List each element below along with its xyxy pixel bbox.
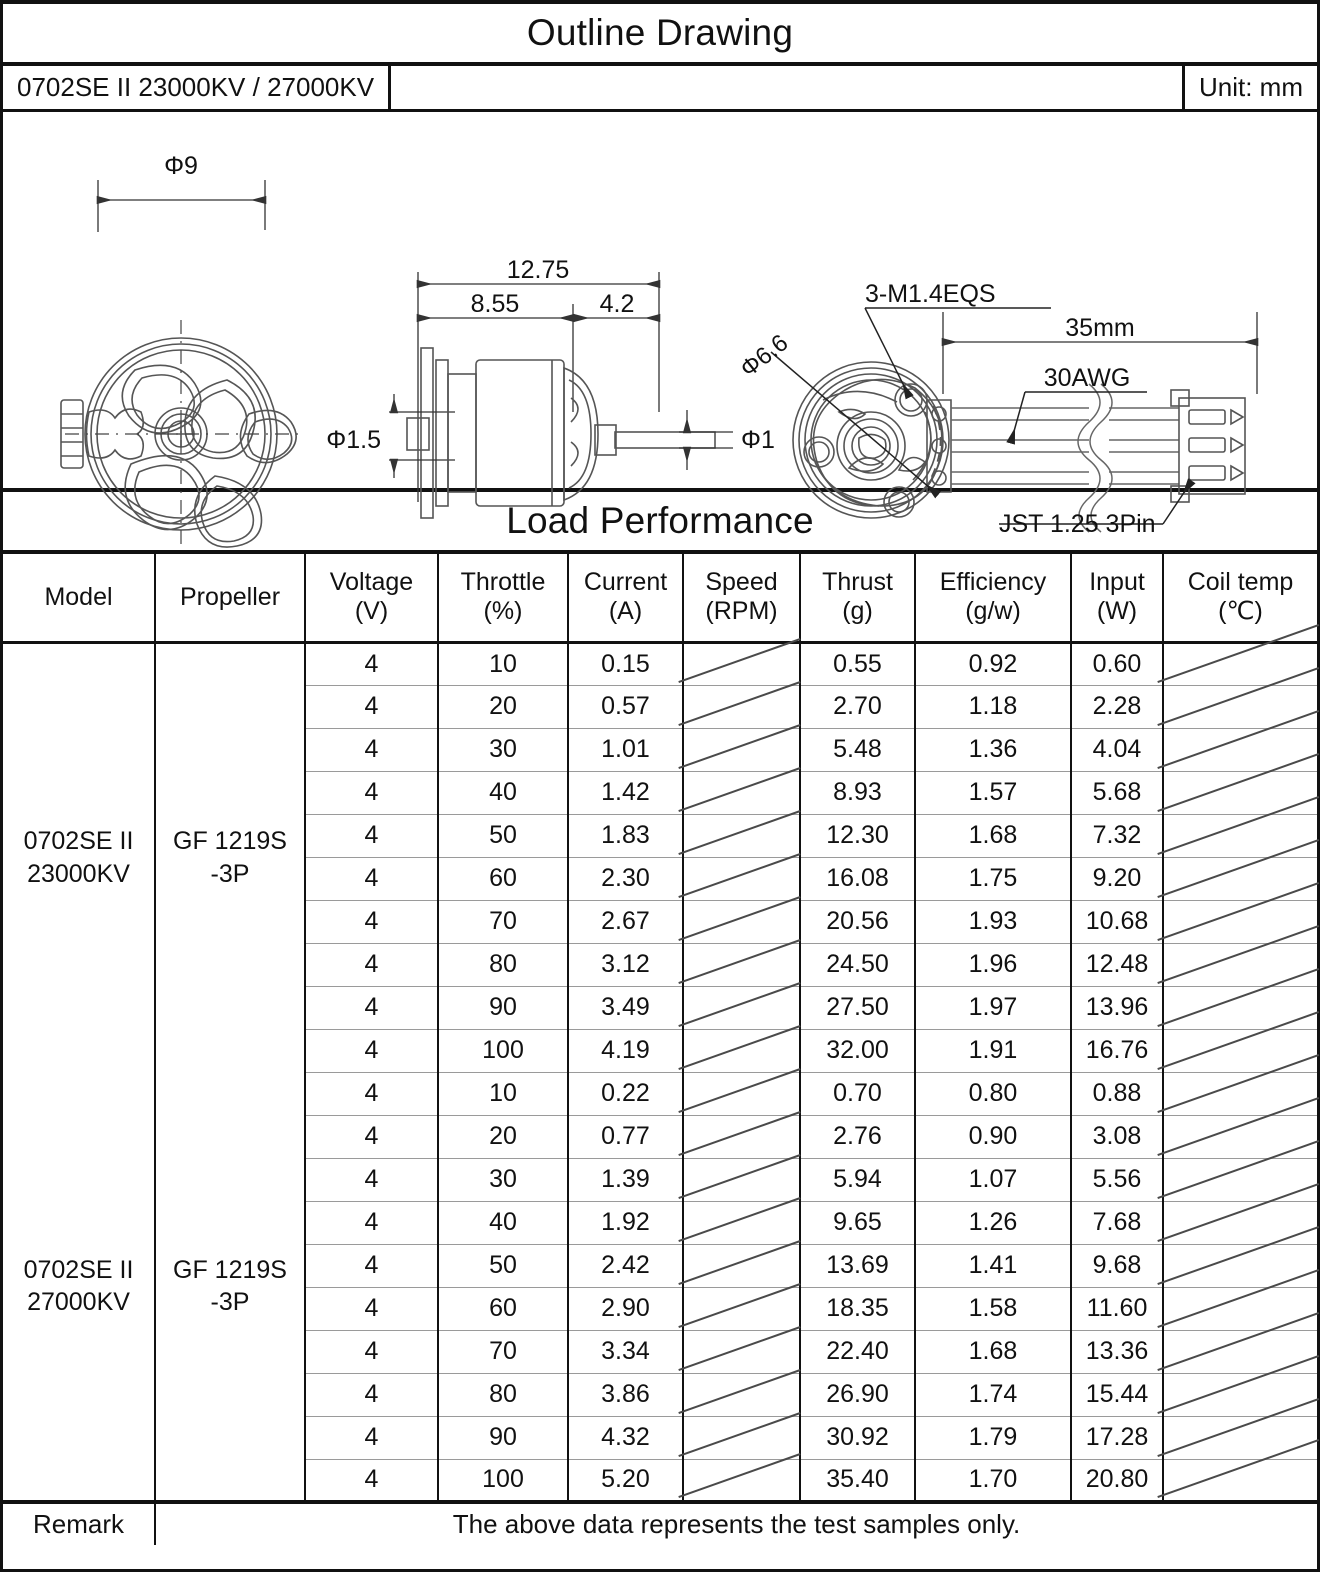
cell-input: 13.96 <box>1071 986 1163 1029</box>
col-unit: (g/w) <box>965 597 1021 626</box>
cell-coil-temp <box>1163 1373 1317 1416</box>
cell-thrust: 24.50 <box>800 943 915 986</box>
dim-top-diameter: Φ9 <box>164 152 198 180</box>
cell-coil-temp <box>1163 1330 1317 1373</box>
cell-thrust: 20.56 <box>800 900 915 943</box>
cell-coil-temp <box>1163 1459 1317 1502</box>
cell-coil-temp <box>1163 1416 1317 1459</box>
cell-speed <box>683 1072 800 1115</box>
cell-input: 7.68 <box>1071 1201 1163 1244</box>
cell-thrust: 0.70 <box>800 1072 915 1115</box>
cell-throttle: 40 <box>438 771 568 814</box>
cell-throttle: 90 <box>438 1416 568 1459</box>
cell-current: 0.22 <box>568 1072 683 1115</box>
cell-current: 1.01 <box>568 728 683 771</box>
cell-input: 7.32 <box>1071 814 1163 857</box>
model-line-1: 0702SE II <box>23 1255 134 1284</box>
cell-throttle: 40 <box>438 1201 568 1244</box>
cell-input: 0.88 <box>1071 1072 1163 1115</box>
cell-voltage: 4 <box>305 1287 438 1330</box>
cell-speed <box>683 1115 800 1158</box>
cell-throttle: 100 <box>438 1459 568 1502</box>
cell-throttle: 100 <box>438 1029 568 1072</box>
table-body <box>3 642 1317 1545</box>
col-title: Voltage <box>329 567 414 596</box>
cell-input: 11.60 <box>1071 1287 1163 1330</box>
cell-current: 1.42 <box>568 771 683 814</box>
cell-current: 0.57 <box>568 685 683 728</box>
cell-coil-temp <box>1163 1201 1317 1244</box>
cell-throttle: 50 <box>438 1244 568 1287</box>
cell-efficiency: 1.96 <box>915 943 1071 986</box>
cell-voltage: 4 <box>305 1115 438 1158</box>
cell-current: 3.34 <box>568 1330 683 1373</box>
cell-model <box>3 642 155 1072</box>
cell-thrust: 0.55 <box>800 642 915 685</box>
col-title: Model <box>44 582 113 611</box>
cell-voltage: 4 <box>305 642 438 685</box>
cell-speed <box>683 1459 800 1502</box>
cell-efficiency: 1.41 <box>915 1244 1071 1287</box>
cell-speed <box>683 943 800 986</box>
cell-thrust: 18.35 <box>800 1287 915 1330</box>
dim-shaft-dia-front: Φ1.5 <box>326 426 381 454</box>
col-title: Current <box>583 567 668 596</box>
cell-coil-temp <box>1163 1158 1317 1201</box>
cell-throttle: 60 <box>438 857 568 900</box>
cell-input: 4.04 <box>1071 728 1163 771</box>
col-header-coil-temp <box>1163 554 1317 642</box>
cell-efficiency: 1.79 <box>915 1416 1071 1459</box>
cell-input: 3.08 <box>1071 1115 1163 1158</box>
cell-current: 4.32 <box>568 1416 683 1459</box>
cell-efficiency: 1.93 <box>915 900 1071 943</box>
cell-efficiency: 1.70 <box>915 1459 1071 1502</box>
cell-coil-temp <box>1163 1115 1317 1158</box>
cell-coil-temp <box>1163 685 1317 728</box>
col-header-thrust <box>800 554 915 642</box>
col-header-model <box>3 554 155 642</box>
table-header-row <box>3 554 1317 642</box>
col-header-propeller <box>155 554 305 642</box>
cell-speed <box>683 1029 800 1072</box>
dim-bolt-circle: Φ6.6 <box>735 329 794 383</box>
col-unit: (V) <box>354 597 389 626</box>
propeller-line-2: -3P <box>210 1288 250 1316</box>
model-line-1: 0702SE II <box>23 827 134 856</box>
cell-voltage: 4 <box>305 986 438 1029</box>
cell-input: 5.56 <box>1071 1158 1163 1201</box>
cell-throttle: 80 <box>438 943 568 986</box>
cell-coil-temp <box>1163 642 1317 685</box>
cell-efficiency: 1.68 <box>915 814 1071 857</box>
cell-throttle: 70 <box>438 1330 568 1373</box>
cell-efficiency: 1.91 <box>915 1029 1071 1072</box>
cell-thrust: 13.69 <box>800 1244 915 1287</box>
cell-speed <box>683 1244 800 1287</box>
label-mounting-thread: 3-M1.4EQS <box>865 280 996 308</box>
cell-voltage: 4 <box>305 1244 438 1287</box>
cell-speed <box>683 642 800 685</box>
cell-thrust: 26.90 <box>800 1373 915 1416</box>
load-performance-table <box>3 554 1317 1545</box>
cell-current: 2.90 <box>568 1287 683 1330</box>
remark-label: Remark <box>3 1502 155 1545</box>
cell-speed <box>683 814 800 857</box>
cell-efficiency: 0.92 <box>915 642 1071 685</box>
cell-throttle: 10 <box>438 642 568 685</box>
col-unit: (W) <box>1096 597 1138 626</box>
cell-speed <box>683 1373 800 1416</box>
cell-throttle: 30 <box>438 728 568 771</box>
cell-voltage: 4 <box>305 771 438 814</box>
cell-input: 12.48 <box>1071 943 1163 986</box>
cell-coil-temp <box>1163 943 1317 986</box>
cell-thrust: 30.92 <box>800 1416 915 1459</box>
cell-thrust: 9.65 <box>800 1201 915 1244</box>
col-title: Throttle <box>460 567 546 596</box>
cell-current: 4.19 <box>568 1029 683 1072</box>
cell-thrust: 16.08 <box>800 857 915 900</box>
cell-speed <box>683 857 800 900</box>
cell-speed <box>683 986 800 1029</box>
cell-efficiency: 1.68 <box>915 1330 1071 1373</box>
cell-thrust: 32.00 <box>800 1029 915 1072</box>
cell-current: 2.42 <box>568 1244 683 1287</box>
cell-coil-temp <box>1163 857 1317 900</box>
cell-current: 5.20 <box>568 1459 683 1502</box>
cell-voltage: 4 <box>305 857 438 900</box>
cell-input: 15.44 <box>1071 1373 1163 1416</box>
cell-speed <box>683 1287 800 1330</box>
cell-current: 2.30 <box>568 857 683 900</box>
remark-text: The above data represents the test samples only. <box>155 1502 1317 1545</box>
cell-model <box>3 1072 155 1502</box>
col-title: Input <box>1089 567 1145 596</box>
model-name-box: 0702SE II 23000KV / 27000KV <box>3 66 391 112</box>
cell-coil-temp <box>1163 814 1317 857</box>
cell-throttle: 20 <box>438 1115 568 1158</box>
cell-speed <box>683 728 800 771</box>
dim-total-length: 12.75 <box>506 256 570 284</box>
cell-thrust: 22.40 <box>800 1330 915 1373</box>
cell-current: 0.15 <box>568 642 683 685</box>
cell-current: 1.83 <box>568 814 683 857</box>
cell-voltage: 4 <box>305 1029 438 1072</box>
cell-voltage: 4 <box>305 1373 438 1416</box>
cell-current: 3.49 <box>568 986 683 1029</box>
cell-input: 17.28 <box>1071 1416 1163 1459</box>
col-unit: (RPM) <box>705 597 778 626</box>
dim-shaft-dia-rear: Φ1 <box>741 426 775 454</box>
propeller-line-2: -3P <box>210 859 250 888</box>
model-line-2: 23000KV <box>27 859 130 888</box>
cell-speed <box>683 1416 800 1459</box>
cell-voltage: 4 <box>305 1072 438 1115</box>
cell-input: 9.68 <box>1071 1244 1163 1287</box>
col-unit: (%) <box>483 597 523 626</box>
cell-voltage: 4 <box>305 1330 438 1373</box>
cell-coil-temp <box>1163 1287 1317 1330</box>
cell-throttle: 30 <box>438 1158 568 1201</box>
cell-voltage: 4 <box>305 943 438 986</box>
cell-voltage: 4 <box>305 1459 438 1502</box>
cell-coil-temp <box>1163 771 1317 814</box>
outline-drawing-title: Outline Drawing <box>3 4 1317 66</box>
cell-thrust: 8.93 <box>800 771 915 814</box>
col-header-voltage <box>305 554 438 642</box>
cell-speed <box>683 771 800 814</box>
cell-efficiency: 1.26 <box>915 1201 1071 1244</box>
cell-thrust: 35.40 <box>800 1459 915 1502</box>
cell-efficiency: 1.75 <box>915 857 1071 900</box>
cell-thrust: 12.30 <box>800 814 915 857</box>
col-header-throttle <box>438 554 568 642</box>
cell-efficiency: 1.97 <box>915 986 1071 1029</box>
cell-throttle: 60 <box>438 1287 568 1330</box>
cell-coil-temp <box>1163 1244 1317 1287</box>
dim-body-length: 8.55 <box>470 290 520 318</box>
col-header-efficiency <box>915 554 1071 642</box>
col-unit: (℃) <box>1218 597 1263 626</box>
cell-throttle: 70 <box>438 900 568 943</box>
cell-throttle: 50 <box>438 814 568 857</box>
col-unit: (g) <box>842 597 873 626</box>
cell-voltage: 4 <box>305 728 438 771</box>
remark-row <box>3 1502 1317 1545</box>
cell-current: 3.12 <box>568 943 683 986</box>
label-wire-gauge: 30AWG <box>1043 364 1131 392</box>
cell-voltage: 4 <box>305 1158 438 1201</box>
side-view-group <box>389 272 733 518</box>
cell-propeller <box>155 1072 305 1502</box>
cell-voltage: 4 <box>305 1201 438 1244</box>
cell-coil-temp <box>1163 900 1317 943</box>
cell-input: 20.80 <box>1071 1459 1163 1502</box>
label-connector: JST 1.25 3Pin <box>999 510 1156 538</box>
cell-voltage: 4 <box>305 685 438 728</box>
cell-current: 3.86 <box>568 1373 683 1416</box>
model-line-2: 27000KV <box>27 1288 130 1316</box>
cell-throttle: 10 <box>438 1072 568 1115</box>
model-unit-strip <box>3 66 1317 112</box>
cell-thrust: 2.76 <box>800 1115 915 1158</box>
cell-thrust: 5.48 <box>800 728 915 771</box>
cell-thrust: 2.70 <box>800 685 915 728</box>
cell-thrust: 27.50 <box>800 986 915 1029</box>
col-unit: (A) <box>608 597 643 626</box>
col-title: Propeller <box>179 582 281 611</box>
propeller-line-1: GF 1219S <box>173 827 287 856</box>
cell-coil-temp <box>1163 986 1317 1029</box>
cell-input: 9.20 <box>1071 857 1163 900</box>
cell-efficiency: 1.18 <box>915 685 1071 728</box>
cell-input: 10.68 <box>1071 900 1163 943</box>
cell-speed <box>683 900 800 943</box>
cell-voltage: 4 <box>305 1416 438 1459</box>
cell-coil-temp <box>1163 1029 1317 1072</box>
cell-current: 1.92 <box>568 1201 683 1244</box>
dim-shaft-length: 4.2 <box>599 290 635 318</box>
cell-input: 2.28 <box>1071 685 1163 728</box>
cell-efficiency: 0.80 <box>915 1072 1071 1115</box>
cell-efficiency: 1.57 <box>915 771 1071 814</box>
load-performance-title: Load Performance <box>3 492 1317 554</box>
cell-thrust: 5.94 <box>800 1158 915 1201</box>
col-header-current <box>568 554 683 642</box>
cell-efficiency: 1.74 <box>915 1373 1071 1416</box>
cell-speed <box>683 1330 800 1373</box>
cell-coil-temp <box>1163 1072 1317 1115</box>
cell-propeller <box>155 642 305 1072</box>
cell-throttle: 90 <box>438 986 568 1029</box>
cell-current: 0.77 <box>568 1115 683 1158</box>
cell-speed <box>683 1201 800 1244</box>
cell-input: 13.36 <box>1071 1330 1163 1373</box>
cell-current: 2.67 <box>568 900 683 943</box>
cell-input: 16.76 <box>1071 1029 1163 1072</box>
propeller-line-1: GF 1219S <box>173 1255 287 1284</box>
col-title: Thrust <box>822 567 893 596</box>
unit-box: Unit: mm <box>1182 66 1317 112</box>
table-row <box>3 1072 1317 1115</box>
cell-coil-temp <box>1163 728 1317 771</box>
cell-input: 5.68 <box>1071 771 1163 814</box>
col-header-speed <box>683 554 800 642</box>
dim-wire-length: 35mm <box>1065 314 1135 342</box>
cell-current: 1.39 <box>568 1158 683 1201</box>
cell-speed <box>683 1158 800 1201</box>
cell-efficiency: 1.36 <box>915 728 1071 771</box>
cell-voltage: 4 <box>305 814 438 857</box>
col-title: Efficiency <box>939 567 1047 596</box>
col-header-input <box>1071 554 1163 642</box>
cell-throttle: 80 <box>438 1373 568 1416</box>
col-title: Coil temp <box>1187 567 1294 596</box>
cell-efficiency: 1.07 <box>915 1158 1071 1201</box>
cell-efficiency: 1.58 <box>915 1287 1071 1330</box>
col-title: Speed <box>705 567 778 596</box>
table-row <box>3 642 1317 685</box>
cell-input: 0.60 <box>1071 642 1163 685</box>
cell-throttle: 20 <box>438 685 568 728</box>
cell-efficiency: 0.90 <box>915 1115 1071 1158</box>
cell-speed <box>683 685 800 728</box>
cell-voltage: 4 <box>305 900 438 943</box>
